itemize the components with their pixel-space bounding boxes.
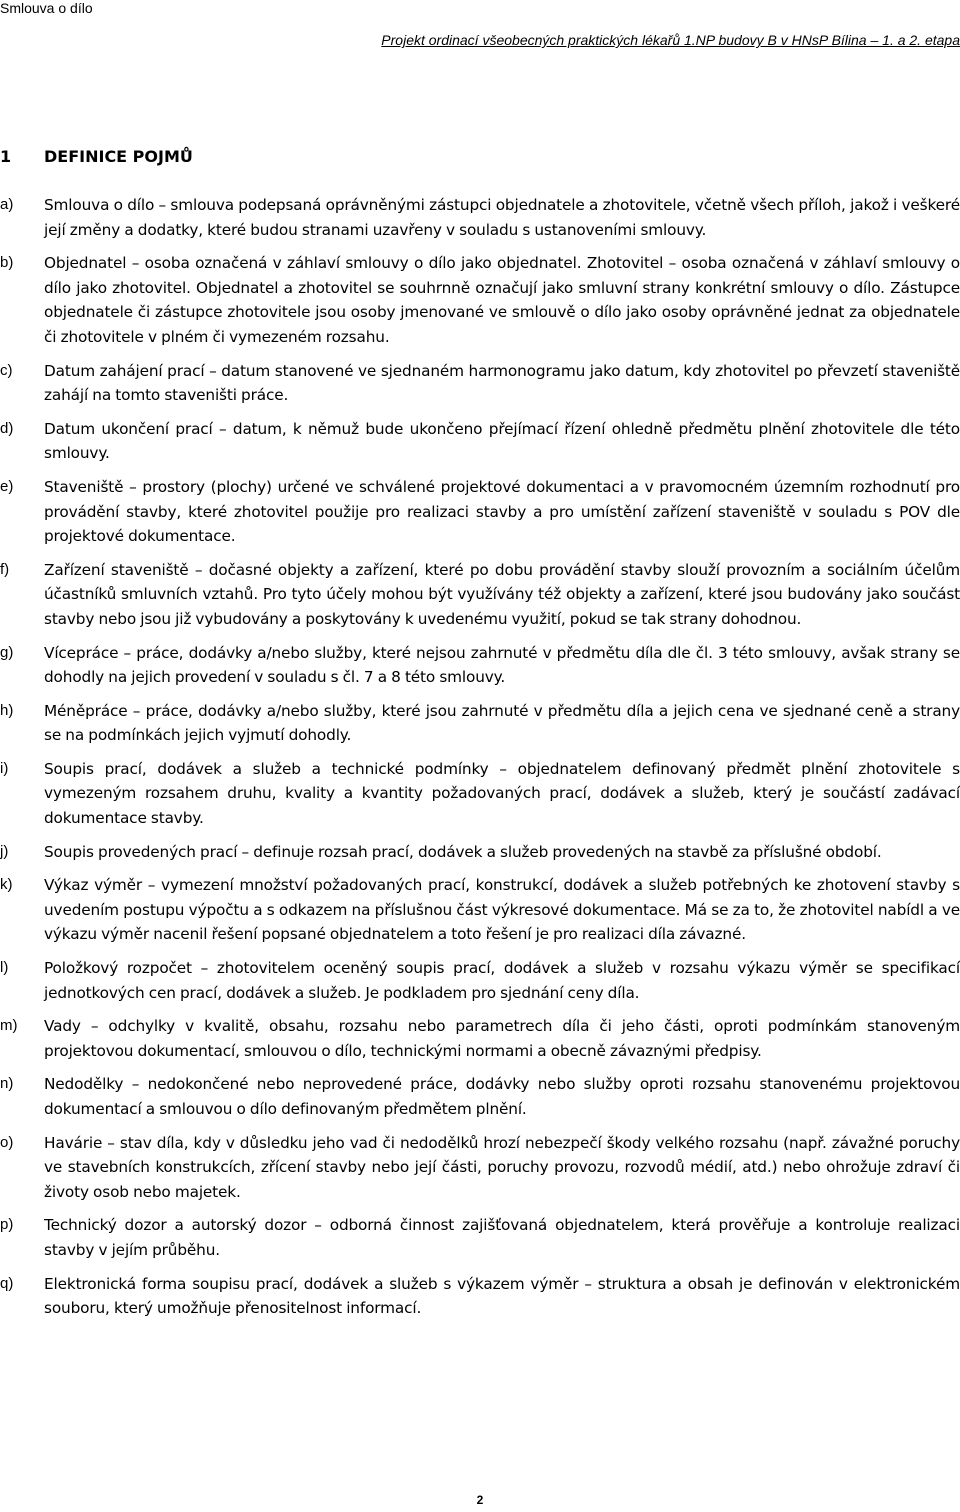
definition-item (0, 757, 960, 831)
definition-marker: j) (0, 842, 9, 860)
definition-marker: m) (0, 1017, 18, 1035)
definition-marker: n) (0, 1075, 14, 1093)
definition-item (0, 475, 960, 549)
definition-marker: l) (0, 959, 9, 977)
definition-marker: c) (0, 361, 13, 379)
definition-item (0, 1072, 960, 1121)
definitions-list (0, 193, 960, 1330)
definition-item (0, 873, 960, 947)
definition-marker: q) (0, 1274, 14, 1292)
definition-text: Soupis provedených prací – definuje rozsah prací, dodávek a služeb provedených na stavbě za příslušné období. (44, 842, 882, 861)
definition-item (0, 956, 960, 1005)
definition-text: Vícepráce – práce, dodávky a/nebo služby, které nejsou zahrnuté v předmětu díla dle čl. 3 této smlouvy, avšak strany se dohodly na jejich provedení v souladu s čl. 7 a 8 této smlouvy. (44, 643, 960, 687)
definition-text: Datum zahájení prací – datum stanovené ve sjednaném harmonogramu jako datum, kdy zhotovitel po převzetí staveniště zahájí na tomto staveništi práce. (44, 361, 960, 405)
definition-marker: g) (0, 643, 14, 661)
definition-text: Položkový rozpočet – zhotovitelem oceněný soupis prací, dodávek a služeb v rozsahu výkazu výměr se specifikací jednotkových cen prací, dodávek a služeb. Je podkladem pro sjednání ceny díla. (44, 959, 960, 1002)
definition-marker: i) (0, 759, 9, 777)
definition-item (0, 359, 960, 408)
definition-marker: p) (0, 1216, 14, 1234)
definition-item (0, 1014, 960, 1063)
definition-marker: f) (0, 560, 10, 578)
definition-text: Výkaz výměr – vymezení množství požadovaných prací, konstrukcí, dodávek a služeb potřebných ke zhotovení stavby s uvedením postupu výpočtu a s odkazem na příslušnou část výkresové dokumentace. Má se za to, že zhotovitel nabídl a ve výkazu výměr nacenil řešení popsané objednatelem a toto řešení je pro realizaci díla závazné. (44, 876, 960, 944)
definition-item (0, 1131, 960, 1205)
definition-item (0, 558, 960, 632)
section-heading (0, 146, 193, 168)
definition-text: Datum ukončení prací – datum, k němuž bude ukončeno přejímací řízení ohledně předmětu plnění zhotovitele dle této smlouvy. (44, 419, 960, 463)
definition-text: Objednatel – osoba označená v záhlaví smlouvy o dílo jako objednatel. Zhotovitel – osoba označená v záhlaví smlouvy o dílo jako zhotovitel. Objednatel a zhotovitel se souhrnně označují jako smluvní strany konkrétní smlouvy o dílo. Zástupce objednatele či zástupce zhotovitele jsou osoby jmenované ve smlouvě o dílo jako osoby oprávněné jednat za objednatele či zhotovitele v plném či vymezeném rozsahu. (44, 254, 960, 346)
section-title: DEFINICE POJMŮ (44, 147, 193, 166)
definition-text: Havárie – stav díla, kdy v důsledku jeho vad či nedodělků hrozí nebezpečí škody velkého rozsahu (např. závažné poruchy ve stavebních konstrukcích, zřícení stavby nebo její části, poruchy provozu, rozvodů médií, atd.) nebo ohrožuje zdraví či životy osob nebo majetek. (44, 1133, 960, 1201)
definition-marker: e) (0, 477, 14, 495)
definition-text: Smlouva o dílo – smlouva podepsaná oprávněnými zástupci objednatele a zhotovitele, včetně všech příloh, jakož i veškeré její změny a dodatky, které budou stranami uzavřeny v souladu s ustanoveními smlouvy. (44, 196, 960, 239)
definition-text: Staveniště – prostory (plochy) určené ve schválené projektové dokumentaci a v pravomocném územním rozhodnutí pro provádění stavby, které zhotovitel použije pro realizaci stavby a pro umístění zařízení staveniště v souladu s POV dle projektové dokumentace. (44, 477, 960, 546)
definition-item (0, 641, 960, 690)
definition-item (0, 1272, 960, 1321)
definition-item (0, 699, 960, 748)
definition-item (0, 417, 960, 466)
definition-item (0, 1213, 960, 1262)
definition-item (0, 251, 960, 349)
definition-text: Méněpráce – práce, dodávky a/nebo služby, které jsou zahrnuté v předmětu díla a jejich cena ve sjednané ceně a strany se na podmínkách jejich vyjmutí dohodly. (44, 701, 960, 745)
definition-marker: o) (0, 1133, 14, 1151)
definition-marker: d) (0, 419, 14, 437)
definition-text: Nedodělky – nedokončené nebo neprovedené práce, dodávky nebo služby oproti rozsahu stanovenému projektovou dokumentací a smlouvou o dílo definovaným předmětem plnění. (44, 1075, 960, 1118)
definition-marker: b) (0, 254, 14, 272)
definition-text: Vady – odchylky v kvalitě, obsahu, rozsahu nebo parametrech díla či jeho části, oproti podmínkám stanoveným projektovou dokumentací, smlouvou o dílo, technickými normami a obecně závaznými předpisy. (44, 1017, 960, 1060)
section-number: 1 (0, 147, 12, 166)
definition-marker: k) (0, 876, 13, 894)
document-title: Smlouva o dílo (0, 0, 93, 16)
definition-marker: h) (0, 701, 14, 719)
page-number: 2 (476, 1493, 484, 1507)
definition-item (0, 193, 960, 242)
project-header: Projekt ordinací všeobecných praktických lékařů 1.NP budovy B v HNsP Bílina – 1. a 2. etapa (381, 32, 960, 48)
definition-text: Soupis prací, dodávek a služeb a technické podmínky – objednatelem definovaný předmět plnění zhotovitele s vymezeným rozsahem druhu, kvality a kvantity požadovaných prací, dodávek a služeb, který je součástí zadávací dokumentace stavby. (44, 759, 960, 828)
definition-marker: a) (0, 196, 14, 213)
definition-text: Elektronická forma soupisu prací, dodávek a služeb s výkazem výměr – struktura a obsah je definován v elektronickém souboru, který umožňuje přenositelnost informací. (44, 1274, 960, 1318)
definition-text: Zařízení staveniště – dočasné objekty a zařízení, které po dobu provádění stavby slouží provozním a sociálním účelům účastníků smluvních vztahů. Pro tyto účely mohou být využívány též objekty a zařízení, které jsou budovány jako součást stavby nebo jsou již vybudovány a poskytovány k uvedenému využití, pokud se tak strany dohodnou. (44, 560, 960, 628)
definition-text: Technický dozor a autorský dozor – odborná činnost zajišťovaná objednatelem, která prověřuje a kontroluje realizaci stavby v jejím průběhu. (44, 1216, 960, 1259)
definition-item (0, 840, 960, 865)
